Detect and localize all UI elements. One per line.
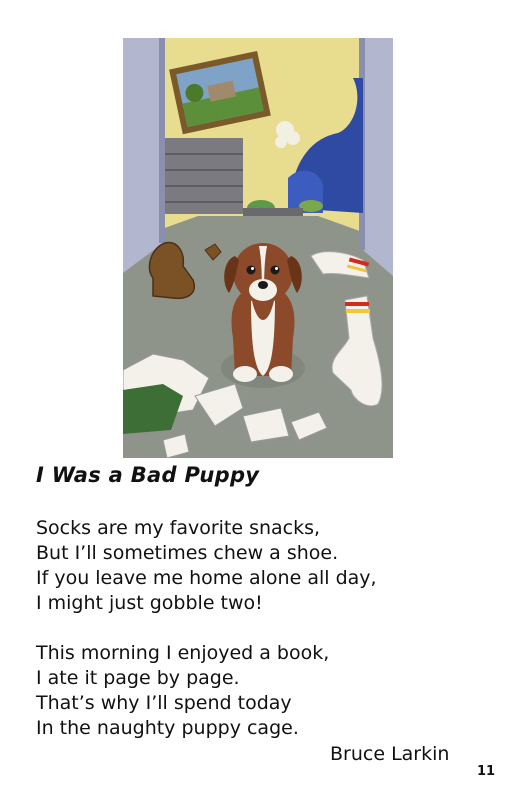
poem-line: Socks are my favorite snacks, <box>36 517 321 539</box>
poem-author: Bruce Larkin <box>330 743 450 765</box>
stanza <box>36 641 476 741</box>
poem-line: In the naughty puppy cage. <box>36 717 299 739</box>
poem-line: I might just gobble two! <box>36 592 263 614</box>
puppy <box>221 243 305 388</box>
poem-line: But I’ll sometimes chew a shoe. <box>36 542 339 564</box>
puppy-illustration <box>123 38 393 458</box>
page-number: 11 <box>477 764 496 779</box>
poem-line: If you leave me home alone all day, <box>36 567 377 589</box>
poem-line: That’s why I’ll spend today <box>36 692 292 714</box>
stanza <box>36 516 476 616</box>
poem-title: I Was a Bad Puppy <box>36 463 260 487</box>
poem-line: This morning I enjoyed a book, <box>36 642 330 664</box>
poem-body <box>36 516 476 766</box>
poem-line: I ate it page by page. <box>36 667 240 689</box>
